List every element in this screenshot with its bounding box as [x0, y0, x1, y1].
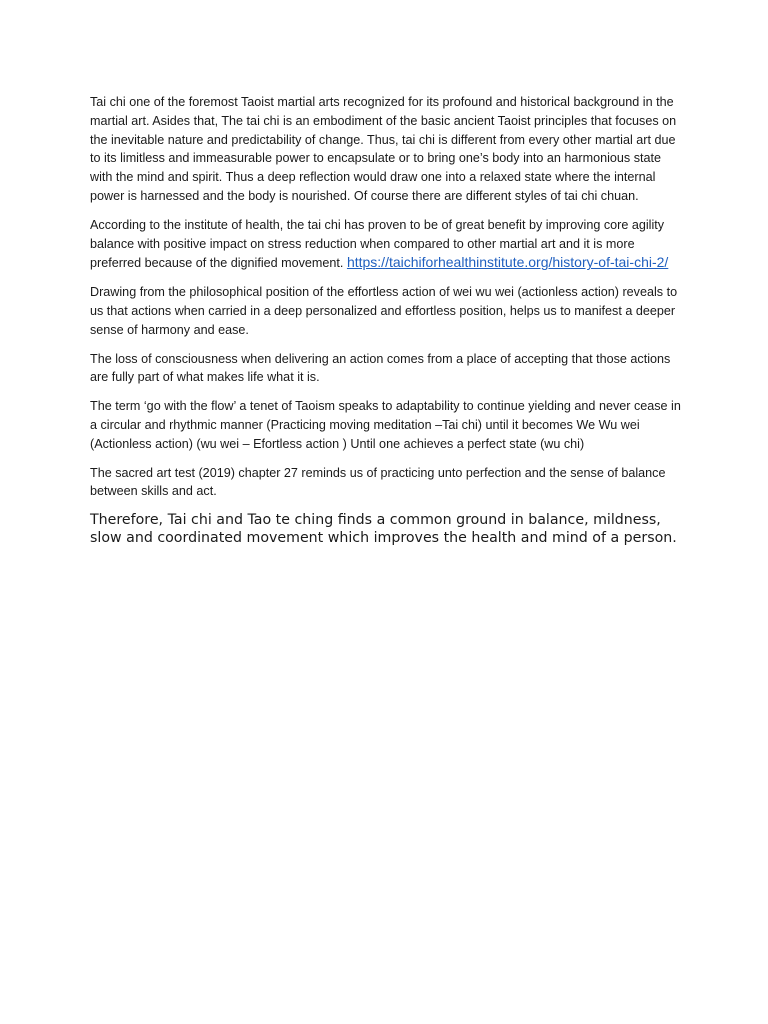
paragraph-health-benefits — [90, 216, 682, 273]
paragraph-wei-wu-wei: Drawing from the philosophical position of the effortless action of wei wu wei (actionless action) reveals to us that actions when carried in a deep personalized and effortless position, helps us to manifest a deeper sense of harmony and ease. — [90, 285, 678, 337]
paragraph-health-text: According to the institute of health, the tai chi has proven to be of great benefit by improving core agility balance with positive impact on stress reduction when compared to other martial art and it is more preferred because of the dignified movement. — [90, 217, 665, 271]
document-body — [90, 93, 682, 557]
paragraph-consciousness: The loss of consciousness when delivering an action comes from a place of accepting that those actions are fully part of what makes life what it is. — [90, 351, 671, 385]
paragraph-sacred-art: The sacred art test (2019) chapter 27 reminds us of practicing unto perfection and the sense of balance between skills and act. — [90, 465, 666, 499]
paragraph-intro: Tai chi one of the foremost Taoist martial arts recognized for its profound and historical background in the martial art. Asides that, The tai chi is an embodiment of the basic ancient Taoist principles that focuses on the inevitable nature and predictability of change. Thus, tai chi is different from every other martial art due to its limitless and immeasurable power to encapsulate or to bring one’s body into an harmonious state with the mind and spirit. Thus a deep reflection would draw one into a relaxed state where the internal power is harnessed and the body is nourished. Of course there are different styles of tai chi chuan. — [90, 95, 677, 203]
source-link[interactable]: https://taichiforhealthinstitute.org/history-of-tai-chi-2/ — [346, 254, 669, 271]
paragraph-conclusion: Therefore, Tai chi and Tao te ching finds a common ground in balance, mildness, slow and coordinated movement which improves the health and mind of a person. — [90, 512, 677, 547]
paragraph-go-with-flow: The term ‘go with the flow’ a tenet of Taoism speaks to adaptability to continue yielding and never cease in a circular and rhythmic manner (Practicing moving meditation –Tai chi) until it becomes We Wu wei (Actionless action) (wu wei – Efortless action ) Until one achieves a perfect state (wu chi) — [90, 399, 681, 451]
